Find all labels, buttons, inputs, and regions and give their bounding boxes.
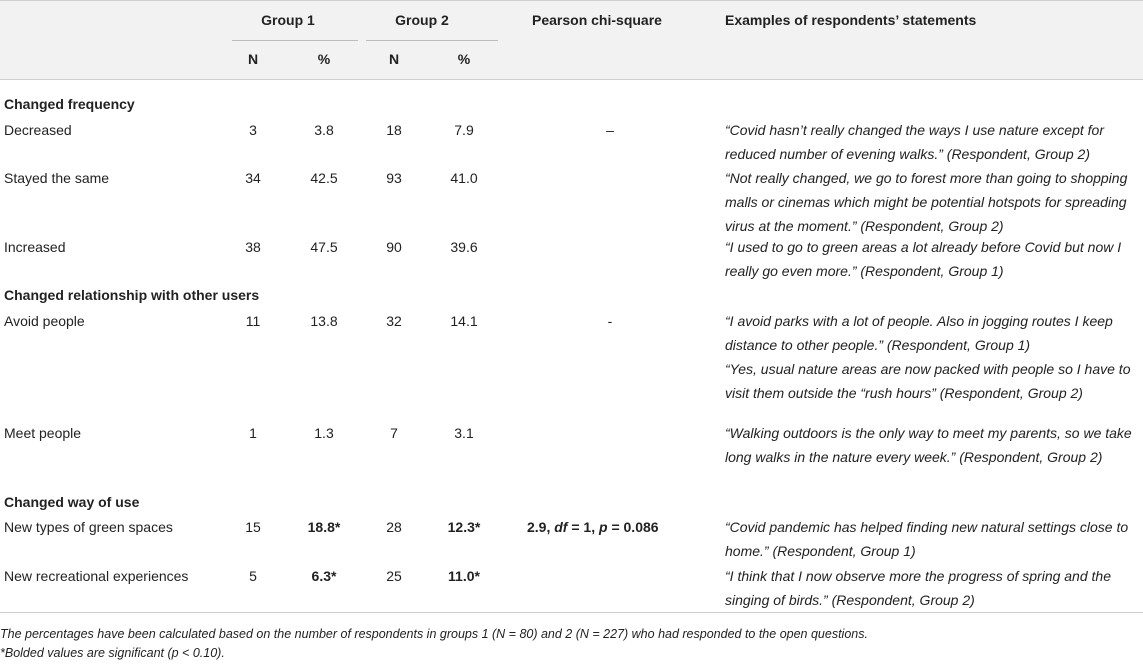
row-label: Decreased [4, 122, 72, 138]
header-chi: Pearson chi-square [532, 12, 662, 28]
chi-value: 2.9, [527, 519, 555, 535]
cell-chi [527, 515, 659, 539]
cell-p1: 13.8 [310, 313, 338, 329]
cell-n2: 32 [386, 313, 402, 329]
cell-quote: “Covid pandemic has helped finding new natural settings close to home.” (Respondent, Group 1) [725, 519, 1129, 559]
cell-p2: 11.0* [448, 568, 480, 584]
cell-n2: 28 [386, 519, 402, 535]
footnote-1: The percentages have been calculated based on the number of respondents in groups 1 (N = 80) and 2 (N = 227) who had responded to the open questions. [0, 627, 868, 641]
cell-n2: 18 [386, 122, 402, 138]
cell-p1: 18.8* [307, 519, 341, 535]
header-pct2: % [457, 51, 471, 67]
cell-p2: 41.0 [450, 170, 478, 186]
cell-n2: 25 [386, 568, 402, 584]
cell-p2: 39.6 [450, 239, 478, 255]
table-bottom-rule [0, 612, 1143, 613]
cell-quote: “Not really changed, we go to forest more than going to shopping malls or cinemas which might be potential hotspots for spreading virus at the moment.” (Respondent, Group 2) [725, 170, 1128, 234]
row-label: Stayed the same [4, 170, 110, 186]
cell-chi: - [607, 313, 613, 329]
header-n1: N [247, 51, 259, 67]
row-label: Increased [4, 239, 66, 255]
cell-quote: “I avoid parks with a lot of people. Also in jogging routes I keep distance to other people.” (Respondent, Group 1) [725, 313, 1113, 353]
section-frequency: Changed frequency [4, 96, 135, 112]
cell-p2: 14.1 [450, 313, 478, 329]
row-label: Avoid people [4, 313, 85, 329]
cell-n1: 3 [249, 122, 257, 138]
group2-underline [366, 40, 498, 41]
cell-n1: 15 [245, 519, 261, 535]
row-label: New recreational experiences [4, 568, 189, 584]
cell-p2: 7.9 [454, 122, 474, 138]
cell-n1: 5 [249, 568, 257, 584]
cell-chi: – [606, 122, 614, 138]
cell-p1: 3.8 [314, 122, 334, 138]
cell-n2: 7 [390, 425, 398, 441]
header-examples: Examples of respondents’ statements [725, 12, 977, 28]
chi-p-label: p [599, 519, 608, 535]
chi-df-label: df [554, 519, 568, 535]
cell-p1: 1.3 [314, 425, 334, 441]
cell-n1: 34 [245, 170, 261, 186]
chi-df-value: = 1, [567, 519, 599, 535]
cell-p1: 47.5 [310, 239, 338, 255]
cell-p1: 6.3* [311, 568, 337, 584]
cell-quote-2: “Yes, usual nature areas are now packed with people so I have to visit them outside the “rush hours” (Respondent, Group 2) [725, 361, 1131, 401]
cell-n1: 11 [245, 313, 261, 329]
cell-p1: 42.5 [310, 170, 338, 186]
cell-quote: “I used to go to green areas a lot already before Covid but now I really go even more.” (Respondent, Group 1) [725, 239, 1122, 279]
header-pct1: % [317, 51, 331, 67]
row-label: Meet people [4, 425, 82, 441]
cell-n2: 93 [386, 170, 402, 186]
header-group1: Group 1 [261, 12, 315, 28]
chi-p-value: = 0.086 [607, 519, 659, 535]
header-n2: N [388, 51, 400, 67]
header-group2: Group 2 [395, 12, 449, 28]
cell-n1: 1 [249, 425, 257, 441]
section-use: Changed way of use [4, 494, 140, 510]
cell-quote: “Walking outdoors is the only way to meet my parents, so we take long walks in the nature every week.” (Respondent, Group 2) [725, 425, 1132, 465]
cell-quote: “I think that I now observe more the progress of spring and the singing of birds.” (Respondent, Group 2) [725, 568, 1111, 608]
cell-p2: 12.3* [447, 519, 481, 535]
cell-n1: 38 [245, 239, 261, 255]
section-relationship: Changed relationship with other users [4, 287, 260, 303]
row-label: New types of green spaces [4, 519, 173, 535]
footnote-2: *Bolded values are significant (p < 0.10). [0, 646, 225, 660]
group1-underline [232, 40, 358, 41]
cell-n2: 90 [386, 239, 402, 255]
cell-p2: 3.1 [454, 425, 474, 441]
cell-quote: “Covid hasn’t really changed the ways I use nature except for reduced number of evening walks.” (Respondent, Group 2) [725, 122, 1104, 162]
